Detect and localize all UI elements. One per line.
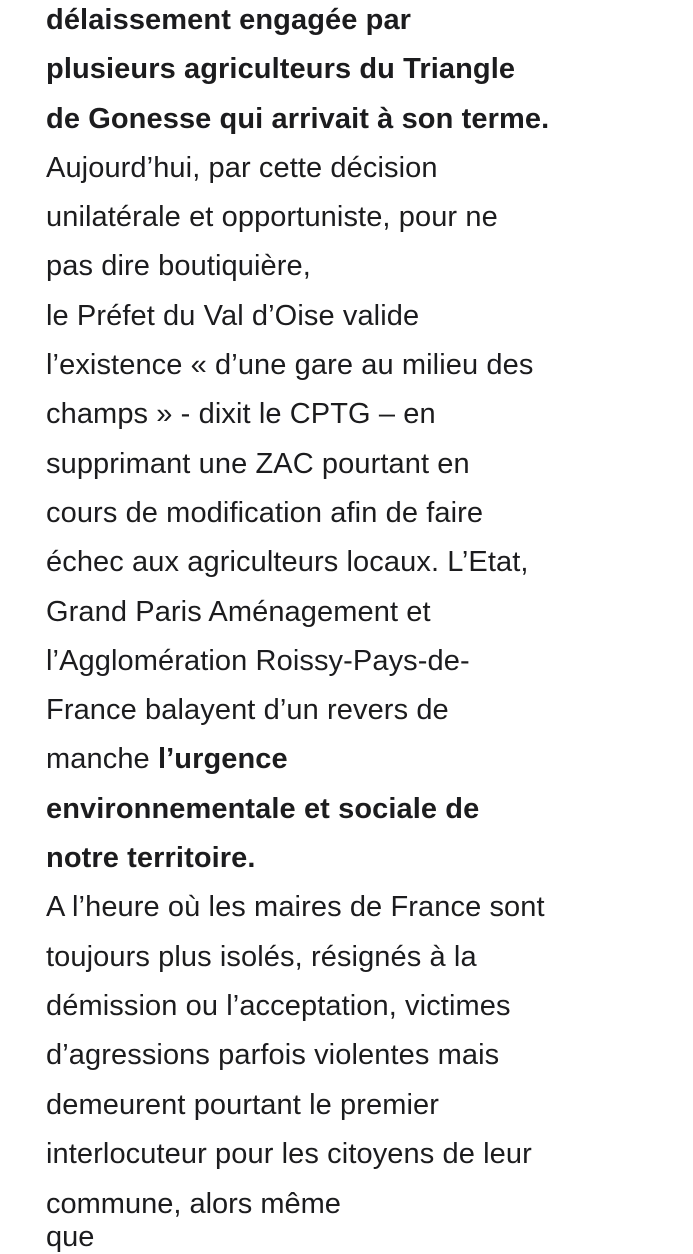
text-line (46, 686, 686, 735)
text-segment: champs » - dixit le CPTG – en (46, 398, 436, 431)
text-segment: manche (46, 743, 158, 776)
text-line (46, 489, 686, 538)
text-segment: échec aux agriculteurs locaux. L’Etat, (46, 546, 529, 579)
text-line (46, 933, 686, 982)
text-segment: pas dire boutiquière, (46, 250, 311, 283)
document-text (46, 0, 686, 1179)
bold-text-segment: environnementale et sociale de (46, 792, 480, 825)
text-line (46, 834, 686, 883)
text-line (46, 982, 686, 1031)
text-segment: Grand Paris Aménagement et (46, 595, 431, 628)
text-segment: le Préfet du Val d’Oise valide (46, 299, 420, 332)
text-line (46, 1130, 686, 1179)
text-line (46, 1081, 686, 1130)
text-line (46, 242, 686, 291)
text-segment: demeurent pourtant le premier (46, 1088, 439, 1121)
text-line (46, 1031, 686, 1080)
text-line (46, 440, 686, 489)
text-line (46, 45, 686, 94)
text-segment: cours de modification afin de faire (46, 496, 484, 529)
text-segment: unilatérale et opportuniste, pour ne (46, 201, 498, 234)
text-line (46, 95, 686, 144)
bold-text-segment: notre territoire. (46, 842, 256, 875)
text-line (46, 538, 686, 587)
text-line (46, 785, 686, 834)
text-line (46, 735, 686, 784)
text-segment: Aujourd’hui, par cette décision (46, 151, 438, 184)
text-segment: démission ou l’acceptation, victimes (46, 989, 511, 1022)
text-line (46, 193, 686, 242)
text-line (46, 883, 686, 932)
text-segment: l’Agglomération Roissy-Pays-de- (46, 644, 470, 677)
bold-text-segment: plusieurs agriculteurs du Triangle (46, 53, 516, 86)
text-line (46, 292, 686, 341)
text-segment: toujours plus isolés, résignés à la (46, 940, 477, 973)
cutoff-text-line: commune, alors même que (46, 1188, 341, 1253)
text-line (46, 637, 686, 686)
text-line (46, 588, 686, 637)
text-segment: France balayent d’un revers de (46, 694, 449, 727)
text-segment: interlocuteur pour les citoyens de leur (46, 1137, 532, 1170)
text-line (46, 0, 686, 45)
text-line (46, 144, 686, 193)
text-segment: d’agressions parfois violentes mais (46, 1039, 500, 1072)
text-segment: l’existence « d’une gare au milieu des (46, 349, 534, 382)
bold-text-segment: l’urgence (157, 743, 288, 776)
text-line (46, 341, 686, 390)
bold-text-segment: de Gonesse qui arrivait à son terme. (46, 102, 550, 135)
text-segment: A l’heure où les maires de France sont (46, 891, 545, 924)
bold-text-segment: délaissement engagée par (46, 4, 412, 36)
text-line (46, 390, 686, 439)
text-segment: supprimant une ZAC pourtant en (46, 447, 470, 480)
